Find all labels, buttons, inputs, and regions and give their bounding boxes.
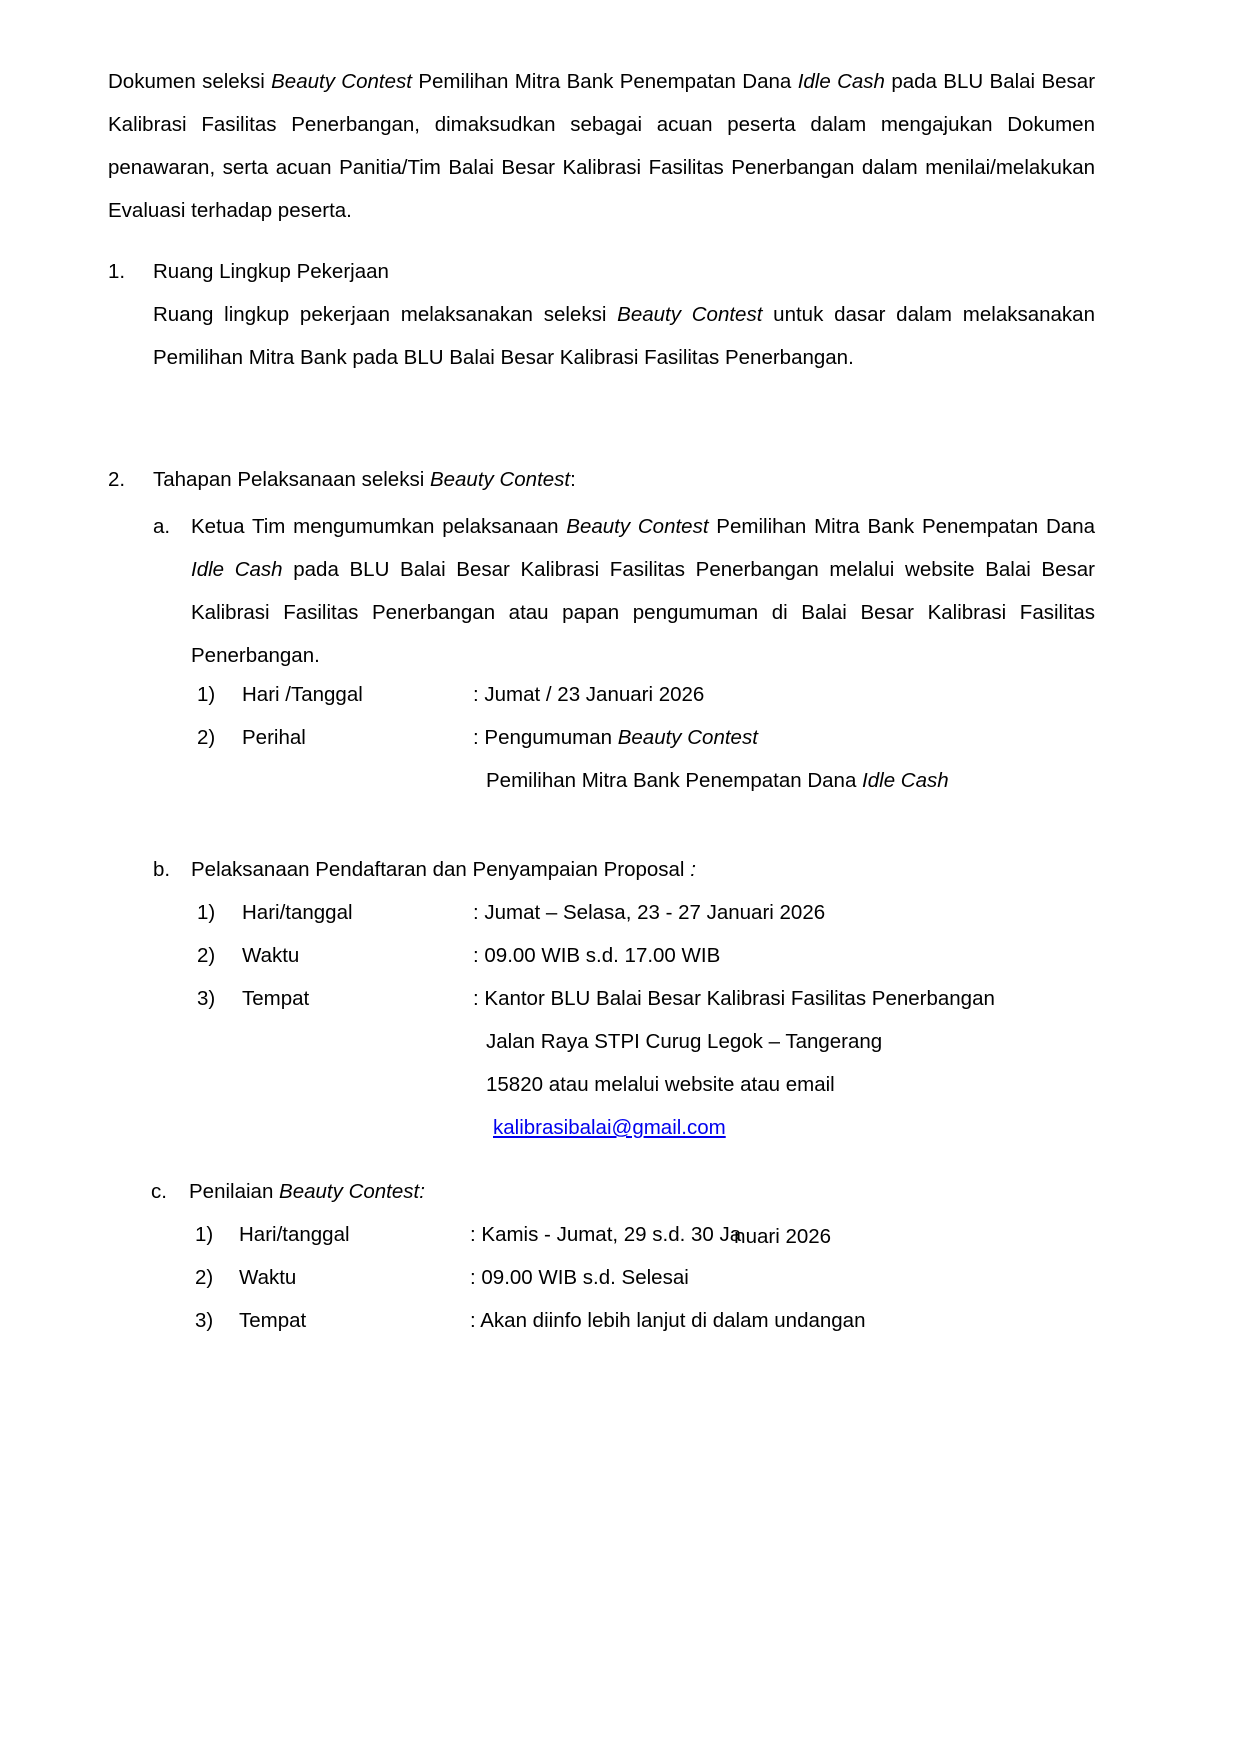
c-item-1-value xyxy=(470,1213,831,1256)
subsection-c-title xyxy=(189,1170,425,1213)
subsection-b-title-text: Pelaksanaan Pendaftaran dan Penyampaian Proposal xyxy=(191,858,691,881)
section-1-number: 1. xyxy=(108,260,126,283)
b-item-2-value: : 09.00 WIB s.d. 17.00 WIB xyxy=(473,944,721,967)
subsection-a-text-2: Pemilihan Mitra Bank Penempatan Dana xyxy=(708,515,1095,538)
intro-text-2: Pemilihan Mitra Bank Penempatan Dana xyxy=(411,70,798,93)
intro-text-3: pada BLU Balai Besar Kalibrasi Fasilitas Penerbangan, dimaksudkan sebagai acuan peserta dalam mengajukan Dokumen penawaran, serta acuan Panitia/Tim Balai Besar Kalibrasi Fasilitas Penerbangan dalam menilai/melakukan Evaluasi terhadap peserta. xyxy=(108,70,1096,222)
section-1-body xyxy=(153,293,1095,379)
subsection-c-title-text: Penilaian xyxy=(189,1180,280,1203)
c-item-1-label: Hari/tanggal xyxy=(239,1223,350,1246)
c-item-3-number: 3) xyxy=(195,1309,214,1332)
intro-text-1: Dokumen seleksi xyxy=(108,70,272,93)
a-item-1-label: Hari /Tanggal xyxy=(242,683,363,706)
section-1-body-italic: Beauty Contest xyxy=(617,303,763,326)
intro-italic-idle-cash: Idle Cash xyxy=(797,70,885,93)
section-2-title xyxy=(153,458,576,501)
subsection-a-italic-2: Idle Cash xyxy=(191,558,283,581)
subsection-a-body xyxy=(191,505,1095,677)
a-item-2-value xyxy=(473,716,758,759)
section-2-title-text: Tahapan Pelaksanaan seleksi xyxy=(153,468,430,491)
subsection-c-title-italic: Beauty Contest: xyxy=(279,1180,425,1203)
a-item-1-number: 1) xyxy=(197,683,216,706)
a-item-2-value-italic: Beauty Contest xyxy=(617,726,758,749)
section-1-body-text-a: Ruang lingkup pekerjaan melaksanakan seleksi xyxy=(153,303,618,326)
intro-italic-beauty-contest: Beauty Contest xyxy=(271,70,412,93)
a-item-2-number: 2) xyxy=(197,726,216,749)
a-item-2-cont-text: Pemilihan Mitra Bank Penempatan Dana xyxy=(486,769,863,792)
b-item-3-address-line: Jalan Raya STPI Curug Legok – Tangerang xyxy=(486,1030,883,1053)
subsection-a-letter: a. xyxy=(153,515,171,538)
subsection-a-text-1: Ketua Tim mengumumkan pelaksanaan xyxy=(191,515,567,538)
intro-paragraph xyxy=(108,60,1095,232)
a-item-2-continuation xyxy=(486,759,949,802)
c-item-3-value: : Akan diinfo lebih lanjut di dalam undangan xyxy=(470,1309,866,1332)
b-item-3-number: 3) xyxy=(197,987,216,1010)
a-item-2-cont-italic: Idle Cash xyxy=(862,769,949,792)
a-item-1-value: : Jumat / 23 Januari 2026 xyxy=(473,683,705,706)
b-item-3-value: : Kantor BLU Balai Besar Kalibrasi Fasilitas Penerbangan xyxy=(473,987,995,1010)
subsection-a-text-3: pada BLU Balai Besar Kalibrasi Fasilitas Penerbangan melalui website Balai Besar Kalibrasi Fasilitas Penerbangan atau papan pengumuman di Balai Besar Kalibrasi Fasilitas Penerbangan. xyxy=(191,558,1095,667)
b-item-1-number: 1) xyxy=(197,901,216,924)
c-item-3-label: Tempat xyxy=(239,1309,307,1332)
c-item-1-number: 1) xyxy=(195,1223,214,1246)
email-link[interactable]: kalibrasibalai@gmail.com xyxy=(493,1116,726,1139)
b-item-1-label: Hari/tanggal xyxy=(242,901,353,924)
section-1-body-text-b: untuk dasar dalam melaksanakan Pemilihan Mitra Bank pada BLU Balai Besar Kalibrasi Fasilitas Penerbangan. xyxy=(153,303,1095,369)
section-2-number: 2. xyxy=(108,468,126,491)
section-2-title-colon: : xyxy=(570,468,576,491)
c-item-2-value: : 09.00 WIB s.d. Selesai xyxy=(470,1266,689,1289)
c-item-1-value-text-a: : Kamis - Jumat, 29 s.d. 30 Ja xyxy=(470,1223,742,1246)
c-item-2-number: 2) xyxy=(195,1266,214,1289)
subsection-b-letter: b. xyxy=(153,858,171,881)
a-item-2-value-text: : Pengumuman xyxy=(473,726,618,749)
b-item-2-number: 2) xyxy=(197,944,216,967)
section-2-title-italic: Beauty Contest xyxy=(429,468,571,491)
c-item-2-label: Waktu xyxy=(239,1266,297,1289)
subsection-b-title xyxy=(191,848,696,891)
subsection-c-letter: c. xyxy=(151,1180,167,1203)
subsection-b-title-colon: : xyxy=(690,858,696,881)
c-item-1-value-text-b: nuari 2026 xyxy=(734,1225,832,1248)
subsection-a-italic-1: Beauty Contest xyxy=(566,515,709,538)
b-item-2-label: Waktu xyxy=(242,944,300,967)
b-item-1-value: : Jumat – Selasa, 23 - 27 Januari 2026 xyxy=(473,901,826,924)
section-1-title: Ruang Lingkup Pekerjaan xyxy=(153,260,389,283)
b-item-3-label: Tempat xyxy=(242,987,310,1010)
a-item-2-label: Perihal xyxy=(242,726,306,749)
b-item-3-postal-line: 15820 atau melalui website atau email xyxy=(486,1073,835,1096)
